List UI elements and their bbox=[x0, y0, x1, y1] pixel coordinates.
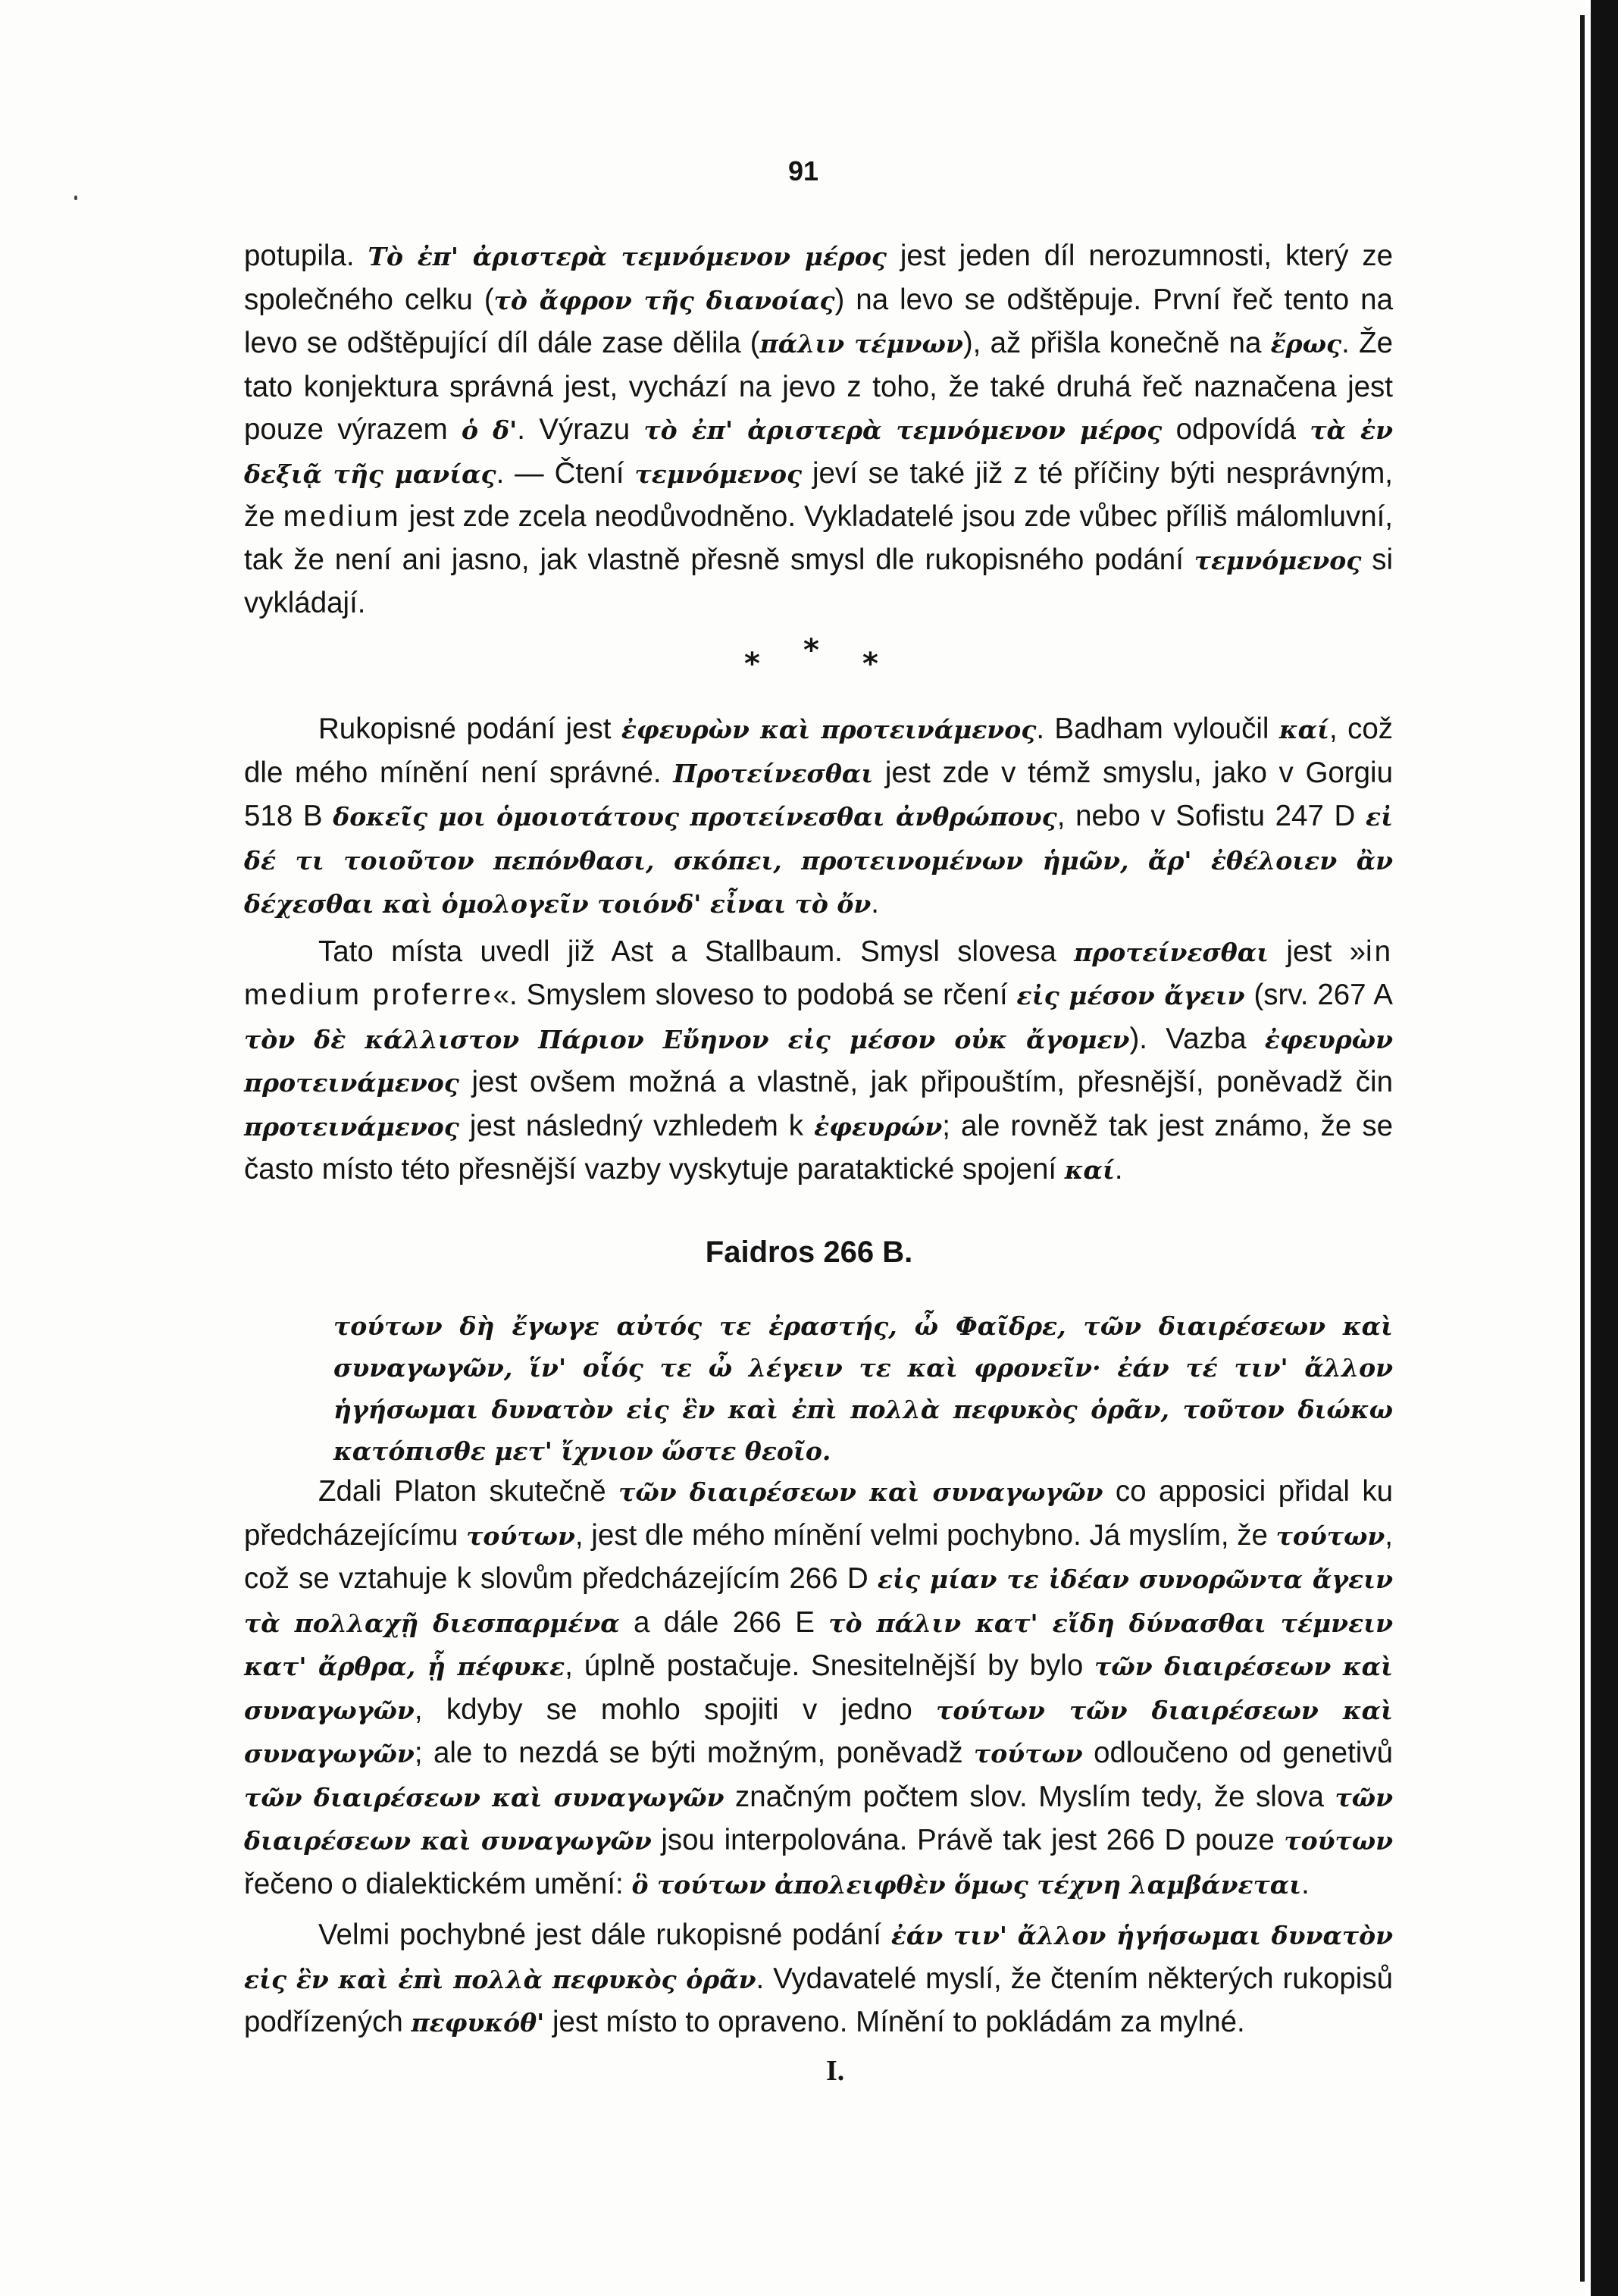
text-run: . Badham vyloučil bbox=[1036, 713, 1279, 745]
text-run: , což dle mého mínění není správné. bbox=[244, 713, 1393, 789]
text-run: (srv. 267 A bbox=[1244, 979, 1393, 1011]
text-run: jest místo to opraveno. Mínění to pokládám za mylné. bbox=[544, 2006, 1245, 2038]
text-run: Velmi pochybné jest dále rukopisné podání bbox=[318, 1919, 891, 1951]
greek-phrase: προτεινάμενος bbox=[244, 1111, 459, 1142]
text-run: . Výrazu bbox=[517, 413, 644, 446]
greek-phrase: ὁ δ' bbox=[462, 415, 518, 445]
greek-phrase: πάλιν τέμνων bbox=[759, 329, 963, 359]
asterisk: * bbox=[744, 647, 760, 681]
spaced-term: in medium proferre bbox=[244, 935, 1394, 1011]
text-run: Tato místa uvedl již Ast a Stallbaum. Smysl slovesa bbox=[318, 935, 1075, 968]
text-run: , jest dle mého mínění velmi pochybno. Já myslím, že bbox=[574, 1518, 1276, 1552]
text-run: . — Čtení bbox=[496, 456, 635, 490]
greek-phrase: τὸ ἐπ' ἀριστερὰ τεμνόμενον μέρος bbox=[643, 415, 1163, 445]
text-run: ). Vazba bbox=[1129, 1022, 1265, 1055]
text-run: jest jeden díl nerozumnosti, který ze společného celku ( bbox=[244, 240, 1394, 316]
paragraph-group-2 bbox=[244, 708, 1393, 1192]
text-run: jest zde v témž smyslu, jako v Gorgiu 518 B bbox=[244, 756, 1394, 832]
greek-phrase: τῶν διαιρέσεων καὶ συναγωγῶν bbox=[618, 1477, 1103, 1507]
text-run: «. Smyslem sloveso to podobá se rčení bbox=[493, 979, 1017, 1011]
text-run: ), až přišla konečně na bbox=[962, 327, 1271, 359]
greek-phrase: Προτείνεσθαι bbox=[673, 758, 874, 788]
greek-phrase: τούτων τῶν διαιρέσεων καὶ συναγωγῶν bbox=[244, 1695, 1393, 1768]
greek-phrase: τούτων bbox=[1275, 1521, 1385, 1551]
text-run: jest » bbox=[1269, 935, 1366, 968]
binding-line bbox=[1580, 15, 1585, 2282]
text-run: jest následný vzhledem k bbox=[458, 1109, 815, 1142]
text-run: ; ale to nezdá se býti možným, poněvadž bbox=[414, 1737, 975, 1769]
text-run: odpovídá bbox=[1162, 413, 1310, 446]
paragraph-5 bbox=[244, 1914, 1393, 2045]
text-run: co apposici přidal ku předcházejícímu bbox=[244, 1475, 1393, 1552]
greek-phrase: τούτων bbox=[1284, 1826, 1394, 1856]
page-number: 91 bbox=[787, 155, 819, 186]
greek-phrase: πεφυκόθ' bbox=[411, 2008, 545, 2038]
text-run: . Vydavatelé myslí, že čtením některých rukopisů podřízených bbox=[244, 1962, 1393, 2038]
text-run: odloučeno od genetivů bbox=[1082, 1737, 1393, 1769]
greek-phrase: τὸ πάλιν κατ' εἴδη δύνασθαι τέμνειν κατ' ἄρθρα, ᾗ πέφυκε bbox=[244, 1608, 1394, 1681]
paragraph-2 bbox=[244, 708, 1393, 926]
scan-speck bbox=[74, 196, 77, 200]
greek-phrase: καί bbox=[1278, 715, 1329, 744]
text-run: jest zde zcela neodůvodněno. Vykladatelé jsou zde vůbec příliš málomluvní, tak že není ani jasno, jak vlastně přesně smysl dle rukopisného podání bbox=[244, 500, 1394, 576]
text-run: jsou interpolována. Právě tak jest 266 D pouze bbox=[651, 1824, 1285, 1856]
greek-phrase: τεμνόμενος bbox=[1194, 545, 1362, 575]
greek-phrase: τῶν διαιρέσεων καὶ συναγωγῶν bbox=[244, 1782, 725, 1812]
greek-phrase: ἐάν τιν' ἄλλον ἡγήσωμαι δυνατὸν εἰς ἓν καὶ ἐπὶ πολλὰ πεφυκὸς ὁρᾶν bbox=[244, 1921, 1393, 1994]
greek-phrase: τούτων bbox=[974, 1739, 1083, 1768]
text-run: ; ale rovněž tak jest známo, že se často místo této přesnější vazby vyskytuje parataktické spojení bbox=[244, 1109, 1394, 1186]
text-run: jest ovšem možná a vlastně, jak připouštím, přesnější, poněvadž čin bbox=[458, 1066, 1393, 1098]
asterism-divider bbox=[728, 633, 894, 681]
greek-phrase: τῶν διαιρέσεων καὶ συναγωγῶν bbox=[244, 1782, 1393, 1856]
text-run: ) na levo se odštěpuje. První řeč tento na levo se odštěpující díl dále zase dělila ( bbox=[244, 283, 1393, 359]
greek-phrase: εἰς μίαν τε ἰδέαν συνορῶντα ἄγειν τὰ πολλαχῇ διεσπαρμένα bbox=[244, 1565, 1393, 1638]
greek-phrase: τῶν διαιρέσεων καὶ συναγωγῶν bbox=[244, 1652, 1393, 1725]
greek-phrase: προτείνεσθαι bbox=[1074, 937, 1269, 967]
greek-phrase: τεμνόμενος bbox=[634, 459, 803, 489]
greek-phrase: δοκεῖς μοι ὁμοιοτάτους προτείνεσθαι ἀνθρώπους bbox=[333, 802, 1057, 832]
paragraph-4 bbox=[244, 1471, 1393, 1906]
greek-phrase: τὸ ἄφρον τῆς διανοίας bbox=[493, 285, 835, 315]
text-run: značným počtem slov. Myslím tedy, že slova bbox=[724, 1780, 1335, 1813]
paragraph-1 bbox=[244, 235, 1393, 625]
asterisk: * bbox=[862, 647, 878, 681]
text-run: potupila. bbox=[244, 240, 368, 272]
text-run: a dále 266 E bbox=[619, 1605, 829, 1639]
spaced-term: medium bbox=[283, 500, 401, 533]
section-title: Faidros 266 B. bbox=[705, 1236, 913, 1269]
asterisk: * bbox=[803, 633, 819, 668]
text-run: , úplně postačuje. Snesitelnější by bylo bbox=[565, 1649, 1095, 1682]
paragraph-3 bbox=[244, 931, 1393, 1192]
greek-phrase: τὸν δὲ κάλλιστον Πάριον Εὔηνον εἰς μέσον οὐκ ἄγομεν bbox=[244, 1024, 1130, 1054]
text-run: si vykládají. bbox=[244, 543, 1394, 619]
text-run: . bbox=[1301, 1867, 1310, 1900]
text-run: jeví se také již z té příčiny býti nesprávným, že bbox=[244, 456, 1393, 533]
greek-phrase: ἐφευρὼν καὶ προτεινάμενος bbox=[621, 715, 1037, 744]
text-run: . bbox=[871, 887, 879, 919]
greek-phrase: εἰ δέ τι τοιοῦτον πεπόνθασι, σκόπει, προτεινομένων ἡμῶν, ἄρ' ἐθέλοιεν ἂν δέχεσθαι καὶ ὁμολογεῖν τοιόνδ' εἶναι τὸ ὄν bbox=[244, 802, 1393, 919]
signature-mark: I. bbox=[826, 2055, 845, 2087]
greek-quotation: τούτων δὴ ἔγωγε αὐτός τε ἐραστής, ὦ Φαῖδρε, τῶν διαιρέσεων καὶ συναγωγῶν, ἵν' οἷός τε ὦ λέγειν τε καὶ φρονεῖν· ἐάν τέ τιν' ἄλλον ἡγήσωμαι δυνατὸν εἰς ἓν καὶ ἐπὶ πολλὰ πεφυκὸς ὁρᾶν, τοῦτον διώκω κατόπισθε μετ' ἴχνιον ὥστε θεοῖο. bbox=[333, 1311, 1393, 1466]
greek-phrase: τούτων bbox=[466, 1521, 575, 1551]
text-run: . Že tato konjektura správná jest, vychází na jevo z toho, že také druhá řeč naznačena jest pouze výrazem bbox=[244, 327, 1394, 446]
greek-phrase: ἐφευρὼν προτεινάμενος bbox=[244, 1024, 1393, 1098]
scan-edge-highlight bbox=[1585, 0, 1591, 2296]
text-run: , kdyby se mohlo spojiti v jedno bbox=[414, 1693, 937, 1726]
greek-phrase: καί bbox=[1064, 1155, 1115, 1185]
greek-phrase: ὃ τούτων ἀπολειφθὲν ὅμως τέχνη λαμβάνεται bbox=[631, 1869, 1302, 1900]
text-run: řečeno o dialektickém umění: bbox=[244, 1867, 632, 1900]
text-run: , což se vztahuje k slovům předcházejícím 266 D bbox=[244, 1518, 1393, 1595]
greek-phrase: ἔρως bbox=[1270, 329, 1342, 359]
text-run: . bbox=[1114, 1153, 1123, 1186]
greek-phrase: τὰ ἐν δεξιᾷ τῆς μανίας bbox=[244, 415, 1394, 489]
greek-phrase: εἰς μέσον ἄγειν bbox=[1016, 981, 1245, 1010]
text-run: Zdali Platon skutečně bbox=[318, 1475, 619, 1508]
text-run: Rukopisné podání jest bbox=[318, 713, 621, 745]
greek-phrase: Τὸ ἐπ' ἀριστερὰ τεμνόμενον μέρος bbox=[368, 242, 887, 271]
text-run: , nebo v Sofistu 247 D bbox=[1056, 800, 1366, 832]
scan-edge-shadow bbox=[1591, 0, 1618, 2296]
greek-phrase: ἐφευρών bbox=[814, 1111, 943, 1142]
paragraph-group-3 bbox=[244, 1471, 1393, 2045]
